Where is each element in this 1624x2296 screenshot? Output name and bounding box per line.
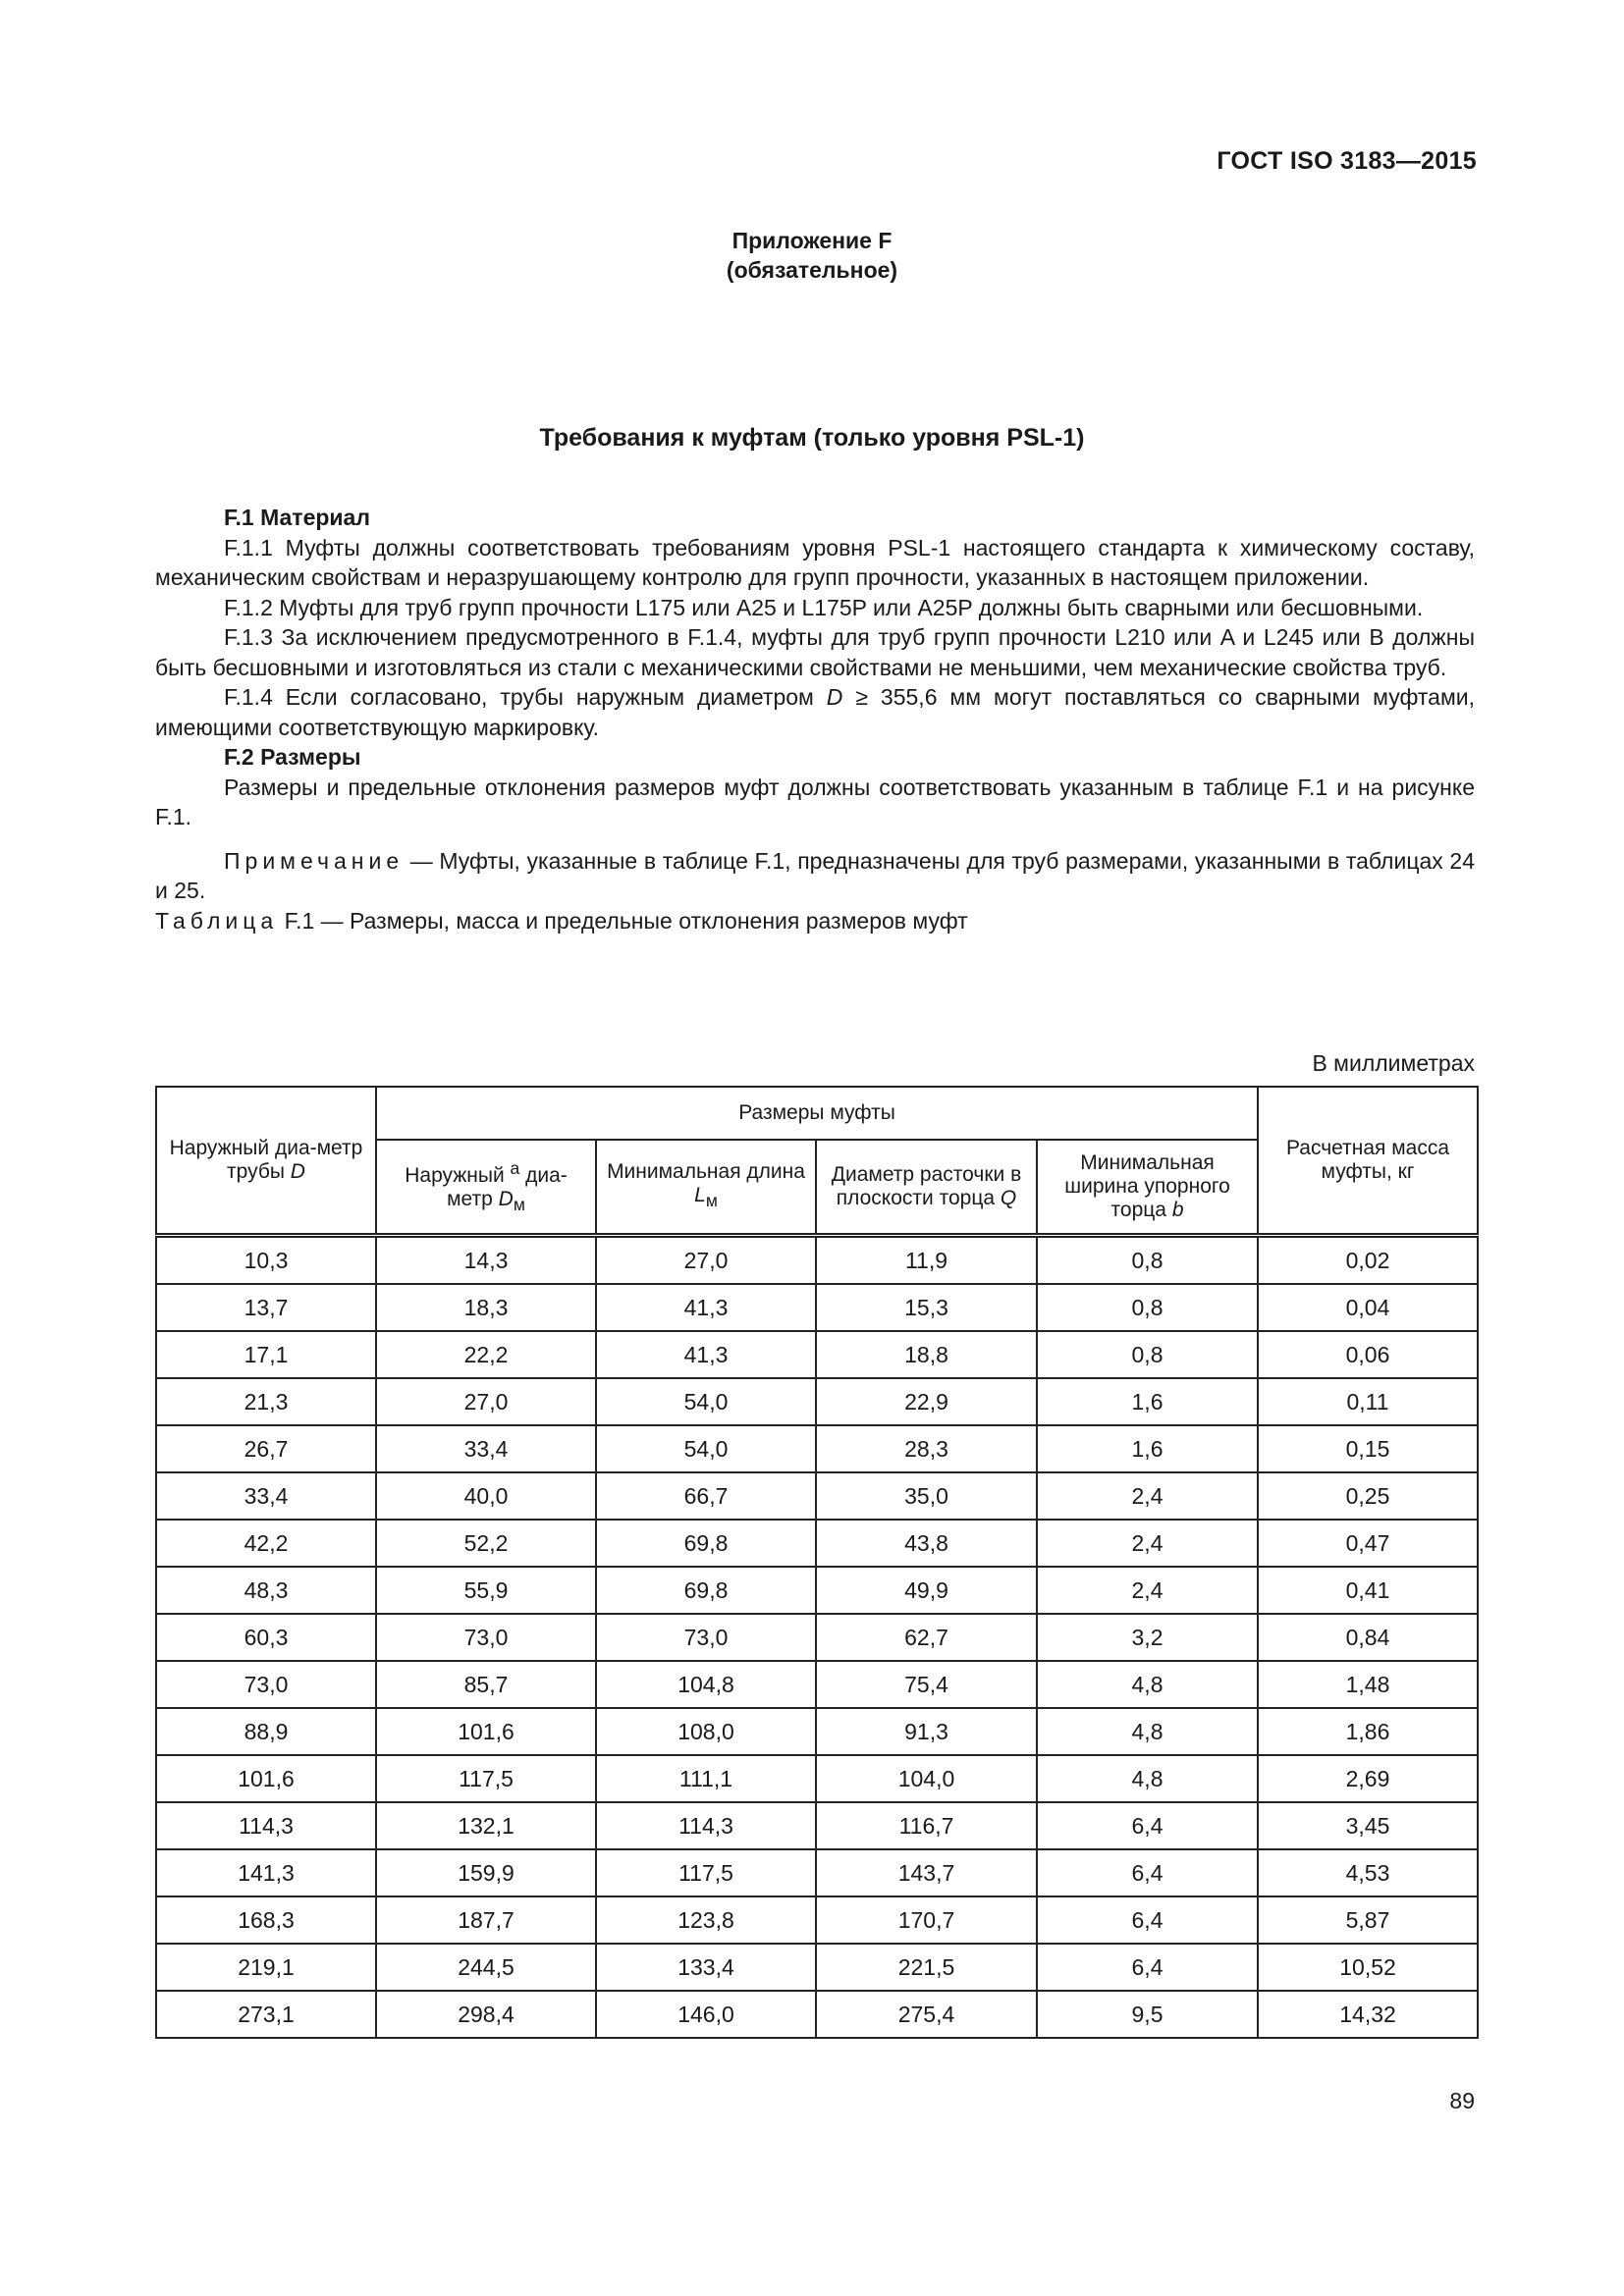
table-cell: 6,4 <box>1037 1896 1258 1944</box>
clause-f1-1: F.1.1 Муфты должны соответствовать требованиям уровня PSL-1 настоящего стандарта к химическому составу, механическим свойствам и неразрушающему контролю для групп прочности, указанных в настоящем приложении. <box>155 534 1475 590</box>
annex-label: Приложение F <box>731 228 893 253</box>
table-cell: 101,6 <box>376 1708 596 1755</box>
table-cell: 2,4 <box>1037 1472 1258 1520</box>
table-cell: 133,4 <box>596 1944 816 1991</box>
table-cell: 104,8 <box>596 1661 816 1708</box>
table-cell: 0,41 <box>1258 1567 1478 1614</box>
annex-header <box>0 226 1624 285</box>
table-cell: 27,0 <box>376 1378 596 1425</box>
table-cell: 4,8 <box>1037 1708 1258 1755</box>
header-min-length: Минимальная длина $L_м$ <box>596 1140 816 1236</box>
table-cell: 17,1 <box>156 1331 376 1378</box>
table-cell: 35,0 <box>816 1472 1037 1520</box>
table-cell: 2,4 <box>1037 1567 1258 1614</box>
dimensions-table <box>155 1086 1479 2039</box>
table-cell: 43,8 <box>816 1520 1037 1567</box>
table-cell: 62,7 <box>816 1614 1037 1661</box>
header-pipe-od: Наружный диа-метр трубы D <box>156 1087 376 1236</box>
table-row <box>156 1236 1478 1285</box>
table-cell: 117,5 <box>596 1849 816 1896</box>
table-cell: 1,48 <box>1258 1661 1478 1708</box>
table-cell: 0,84 <box>1258 1614 1478 1661</box>
table-cell: 14,32 <box>1258 1991 1478 2038</box>
table-cell: 0,02 <box>1258 1236 1478 1285</box>
table-row <box>156 1661 1478 1708</box>
table-cell: 75,4 <box>816 1661 1037 1708</box>
table-cell: 41,3 <box>596 1331 816 1378</box>
table-cell: 111,1 <box>596 1755 816 1802</box>
table-cell: 170,7 <box>816 1896 1037 1944</box>
header-bearing-face: Минимальная ширина упорного торца b <box>1037 1140 1258 1236</box>
table-cell: 108,0 <box>596 1708 816 1755</box>
table-cell: 9,5 <box>1037 1991 1258 2038</box>
table-cell: 5,87 <box>1258 1896 1478 1944</box>
table-row <box>156 1849 1478 1896</box>
table-cell: 4,8 <box>1037 1755 1258 1802</box>
table-cell: 117,5 <box>376 1755 596 1802</box>
table-units: В миллиметрах <box>1312 1050 1475 1076</box>
header-mass: Расчетная масса муфты, кг <box>1258 1087 1478 1236</box>
table-row <box>156 1567 1478 1614</box>
table-cell: 3,2 <box>1037 1614 1258 1661</box>
table-cell: 22,9 <box>816 1378 1037 1425</box>
table-cell: 221,5 <box>816 1944 1037 1991</box>
table-cell: 0,25 <box>1258 1472 1478 1520</box>
table-row <box>156 1378 1478 1425</box>
table-cell: 10,52 <box>1258 1944 1478 1991</box>
section-f1-heading: F.1 Материал <box>224 505 370 530</box>
standard-code: ГОСТ ISO 3183—2015 <box>1217 147 1477 175</box>
table-cell: 13,7 <box>156 1284 376 1331</box>
table-cell: 11,9 <box>816 1236 1037 1285</box>
table-cell: 114,3 <box>156 1802 376 1849</box>
annex-title: Требования к муфтам (только уровня PSL-1) <box>539 424 1085 452</box>
clause-f1-2: F.1.2 Муфты для труб групп прочности L175 или A25 и L175P или A25P должны быть сварными или бесшовными. <box>224 594 1424 620</box>
section-f2-heading: F.2 Размеры <box>224 744 361 770</box>
table-cell: 22,2 <box>376 1331 596 1378</box>
table-cell: 1,6 <box>1037 1378 1258 1425</box>
table-row <box>156 1331 1478 1378</box>
table-row <box>156 1614 1478 1661</box>
table-cell: 66,7 <box>596 1472 816 1520</box>
table-cell: 114,3 <box>596 1802 816 1849</box>
table-body <box>156 1236 1478 2039</box>
clause-f1-3: F.1.3 За исключением предусмотренного в F.1.4, муфты для труб групп прочности L210 или A и L245 или B должны быть бесшовными и изготовляться из стали с механическими свойствами не меньшими, чем механические свойства труб. <box>155 624 1475 680</box>
annex-status: (обязательное) <box>726 257 898 283</box>
header-bore-diameter: Диаметр расточки в плоскости торца Q <box>816 1140 1037 1236</box>
table-cell: 55,9 <box>376 1567 596 1614</box>
table-cell: 6,4 <box>1037 1849 1258 1896</box>
table-cell: 42,2 <box>156 1520 376 1567</box>
table-cell: 0,06 <box>1258 1331 1478 1378</box>
table-row <box>156 1425 1478 1472</box>
table-row <box>156 1755 1478 1802</box>
table-cell: 73,0 <box>596 1614 816 1661</box>
table-cell: 0,04 <box>1258 1284 1478 1331</box>
table-cell: 28,3 <box>816 1425 1037 1472</box>
table-cell: 132,1 <box>376 1802 596 1849</box>
table-cell: 33,4 <box>156 1472 376 1520</box>
table-cell: 141,3 <box>156 1849 376 1896</box>
table-row <box>156 1896 1478 1944</box>
table-caption-text: F.1 — Размеры, масса и предельные отклонения размеров муфт <box>278 907 968 934</box>
table-cell: 49,9 <box>816 1567 1037 1614</box>
table-cell: 52,2 <box>376 1520 596 1567</box>
table-cell: 0,8 <box>1037 1331 1258 1378</box>
table-row <box>156 1991 1478 2038</box>
table-cell: 6,4 <box>1037 1802 1258 1849</box>
page-number: 89 <box>1449 2088 1475 2113</box>
table-row <box>156 1472 1478 1520</box>
note-label: Примечание <box>224 847 405 874</box>
table-cell: 27,0 <box>596 1236 816 1285</box>
table-row <box>156 1944 1478 1991</box>
table-cell: 60,3 <box>156 1614 376 1661</box>
table-cell: 21,3 <box>156 1378 376 1425</box>
table-cell: 1,6 <box>1037 1425 1258 1472</box>
table-row <box>156 1802 1478 1849</box>
table-cell: 85,7 <box>376 1661 596 1708</box>
table-cell: 2,69 <box>1258 1755 1478 1802</box>
table-cell: 298,4 <box>376 1991 596 2038</box>
table-cell: 4,8 <box>1037 1661 1258 1708</box>
table-cell: 168,3 <box>156 1896 376 1944</box>
table-cell: 1,86 <box>1258 1708 1478 1755</box>
table-cell: 123,8 <box>596 1896 816 1944</box>
header-coupling-dimensions: Размеры муфты <box>376 1087 1258 1140</box>
table-row <box>156 1284 1478 1331</box>
clause-f2-text: Размеры и предельные отклонения размеров муфт должны соответствовать указанным в таблице F.1 и на рисунке F.1. <box>155 774 1475 829</box>
table-cell: 0,8 <box>1037 1284 1258 1331</box>
table-cell: 40,0 <box>376 1472 596 1520</box>
table-cell: 146,0 <box>596 1991 816 2038</box>
table-cell: 219,1 <box>156 1944 376 1991</box>
table-cell: 187,7 <box>376 1896 596 1944</box>
table-caption-label: Таблица <box>155 907 279 934</box>
table-cell: 4,53 <box>1258 1849 1478 1896</box>
table-cell: 73,0 <box>156 1661 376 1708</box>
table-cell: 88,9 <box>156 1708 376 1755</box>
table-cell: 91,3 <box>816 1708 1037 1755</box>
table-row <box>156 1708 1478 1755</box>
table-cell: 0,11 <box>1258 1378 1478 1425</box>
table-cell: 244,5 <box>376 1944 596 1991</box>
table-cell: 18,3 <box>376 1284 596 1331</box>
table-caption <box>155 906 1475 936</box>
table-cell: 101,6 <box>156 1755 376 1802</box>
table-cell: 54,0 <box>596 1378 816 1425</box>
table-cell: 6,4 <box>1037 1944 1258 1991</box>
table-cell: 143,7 <box>816 1849 1037 1896</box>
table-cell: 273,1 <box>156 1991 376 2038</box>
table-cell: 275,4 <box>816 1991 1037 2038</box>
table-cell: 18,8 <box>816 1331 1037 1378</box>
table-cell: 0,8 <box>1037 1236 1258 1285</box>
note <box>155 846 1475 906</box>
table-cell: 0,47 <box>1258 1520 1478 1567</box>
table-cell: 104,0 <box>816 1755 1037 1802</box>
note-text: — Муфты, указанные в таблице F.1, предназначены для труб размерами, указанными в таблицах 24 и 25. <box>155 847 1475 903</box>
table-cell: 54,0 <box>596 1425 816 1472</box>
table-cell: 15,3 <box>816 1284 1037 1331</box>
table-cell: 33,4 <box>376 1425 596 1472</box>
body-text <box>155 503 1475 935</box>
table-cell: 10,3 <box>156 1236 376 1285</box>
table-cell: 116,7 <box>816 1802 1037 1849</box>
table-cell: 26,7 <box>156 1425 376 1472</box>
table-cell: 159,9 <box>376 1849 596 1896</box>
table-cell: 69,8 <box>596 1520 816 1567</box>
table-row <box>156 1520 1478 1567</box>
table-cell: 14,3 <box>376 1236 596 1285</box>
symbol-d: D <box>826 684 843 710</box>
table-cell: 69,8 <box>596 1567 816 1614</box>
table-cell: 0,15 <box>1258 1425 1478 1472</box>
table-cell: 48,3 <box>156 1567 376 1614</box>
table-cell: 73,0 <box>376 1614 596 1661</box>
table-cell: 2,4 <box>1037 1520 1258 1567</box>
table-cell: 3,45 <box>1258 1802 1478 1849</box>
header-coupling-od: Наружный $^a$ диа-метр $D_м$ <box>376 1140 596 1236</box>
clause-f1-4: F.1.4 Если согласовано, трубы наружным диаметром D ≥ 355,6 мм могут поставляться со сварными муфтами, имеющими соответствующую маркировку. <box>155 684 1475 740</box>
table-cell: 41,3 <box>596 1284 816 1331</box>
